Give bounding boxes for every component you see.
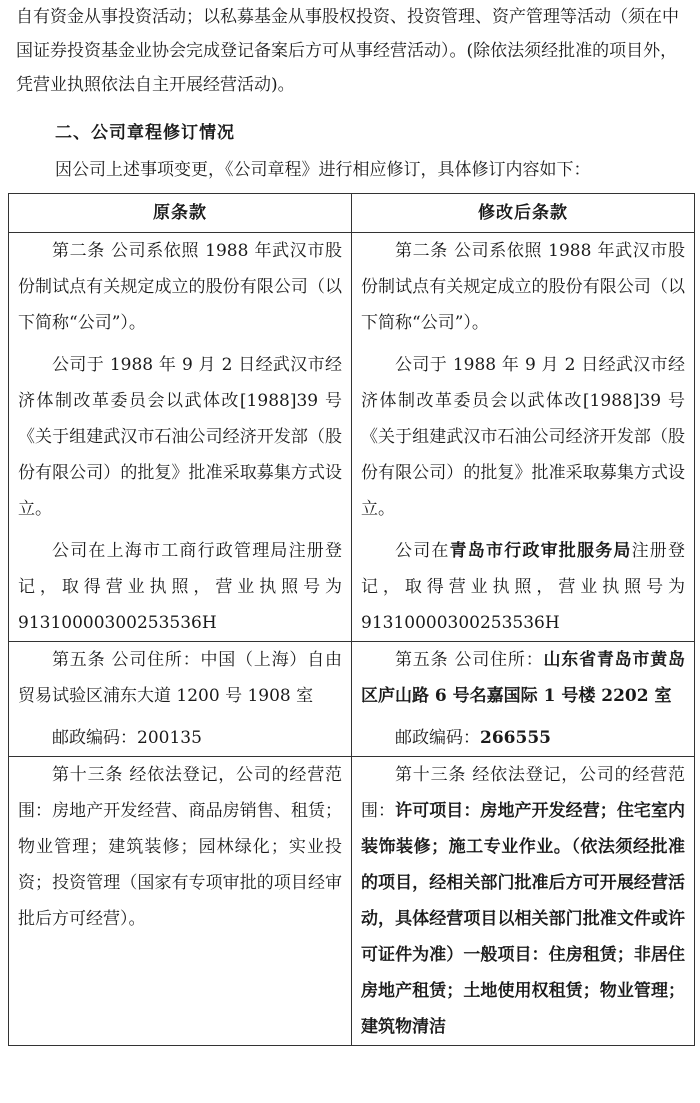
clause-paragraph: 第二条 公司系依照 1988 年武汉市股份制试点有关规定成立的股份有限公司（以下简称“公司”）。 xyxy=(18,241,342,333)
table-row xyxy=(9,233,695,642)
clause-paragraph: 第二条 公司系依照 1988 年武汉市股份制试点有关规定成立的股份有限公司（以下简称“公司”）。 xyxy=(361,241,685,333)
clause-paragraph: 第十三条 经依法登记，公司的经营范围：房地产开发经营、商品房销售、租赁；物业管理；建筑装修；园林绿化；实业投资；投资管理（国家有专项审批的项目经审批后方可经营）。 xyxy=(18,765,342,929)
header-revised: 修改后条款 xyxy=(352,194,695,233)
intro-paragraph xyxy=(16,0,690,102)
clause-paragraph xyxy=(361,757,685,1045)
clause-paragraph: 第五条 公司住所：中国（上海）自由贸易试验区浦东大道 1200 号 1908 室 xyxy=(18,650,342,706)
revised-highlight: 山东省青岛市黄岛区庐山路 6 号名嘉国际 1 号楼 2202 室 xyxy=(361,650,686,706)
original-clause-cell xyxy=(9,233,352,642)
clause-paragraph: 公司于 1988 年 9 月 2 日经武汉市经济体制改革委员会以武体改[1988]39 号《关于组建武汉市石油公司经济开发部（股份有限公司）的批复》批准采取募集方式设立。 xyxy=(18,355,342,519)
revised-highlight: 青岛市行政审批服务局 xyxy=(449,541,632,561)
clause-text: 公司在 xyxy=(395,541,450,561)
clause-paragraph xyxy=(361,642,685,714)
clause-paragraph xyxy=(361,533,685,641)
original-clause-cell xyxy=(9,642,352,757)
revised-clause-cell xyxy=(352,233,695,642)
header-original: 原条款 xyxy=(9,194,352,233)
clause-paragraph: 公司于 1988 年 9 月 2 日经武汉市经济体制改革委员会以武体改[1988]39 号《关于组建武汉市石油公司经济开发部（股份有限公司）的批复》批准采取募集方式设立。 xyxy=(361,355,685,519)
intro-text: 自有资金从事投资活动；以私募基金从事股权投资、投资管理、资产管理等活动（须在中国证券投资基金业协会完成登记备案后方可从事经营活动）。(除依法须经批准的项目外，凭营业执照依法自主开展经营活动)。 xyxy=(16,7,679,95)
clause-text: 邮政编码： xyxy=(395,728,480,748)
clause-text: 第十三条 经依法登记，公司的经营范围： xyxy=(361,765,685,821)
section-heading: 二、公司章程修订情况 xyxy=(55,123,235,143)
revised-clause-cell xyxy=(352,642,695,757)
clause-paragraph: 邮政编码：200135 xyxy=(52,728,202,748)
clause-text: 注册登记，取得营业执照，营业执照号为 91310000300253536H xyxy=(361,541,686,633)
revised-highlight: 266555 xyxy=(480,728,551,748)
revised-highlight: 许可项目：房地产开发经营；住宅室内装饰装修；施工专业作业。（依法须经批准的项目，经相关部门批准后方可开展经营活动，具体经营项目以相关部门批准文件或许可证件为准）一般项目：住房租赁；非居住房地产租赁；土地使用权租赁；物业管理；建筑物清洁 xyxy=(361,801,686,1037)
clause-paragraph xyxy=(361,720,685,756)
table-header-row xyxy=(9,194,695,233)
revision-table xyxy=(8,193,695,1046)
original-clause-cell xyxy=(9,757,352,1046)
revised-clause-cell xyxy=(352,757,695,1046)
clause-text: 第五条 公司住所： xyxy=(395,650,544,670)
table-row xyxy=(9,642,695,757)
change-intro-text: 因公司上述事项变更，《公司章程》进行相应修订，具体修订内容如下： xyxy=(55,160,591,180)
clause-paragraph: 公司在上海市工商行政管理局注册登记，取得营业执照，营业执照号为 91310000300253536H xyxy=(18,541,342,633)
table-row xyxy=(9,757,695,1046)
